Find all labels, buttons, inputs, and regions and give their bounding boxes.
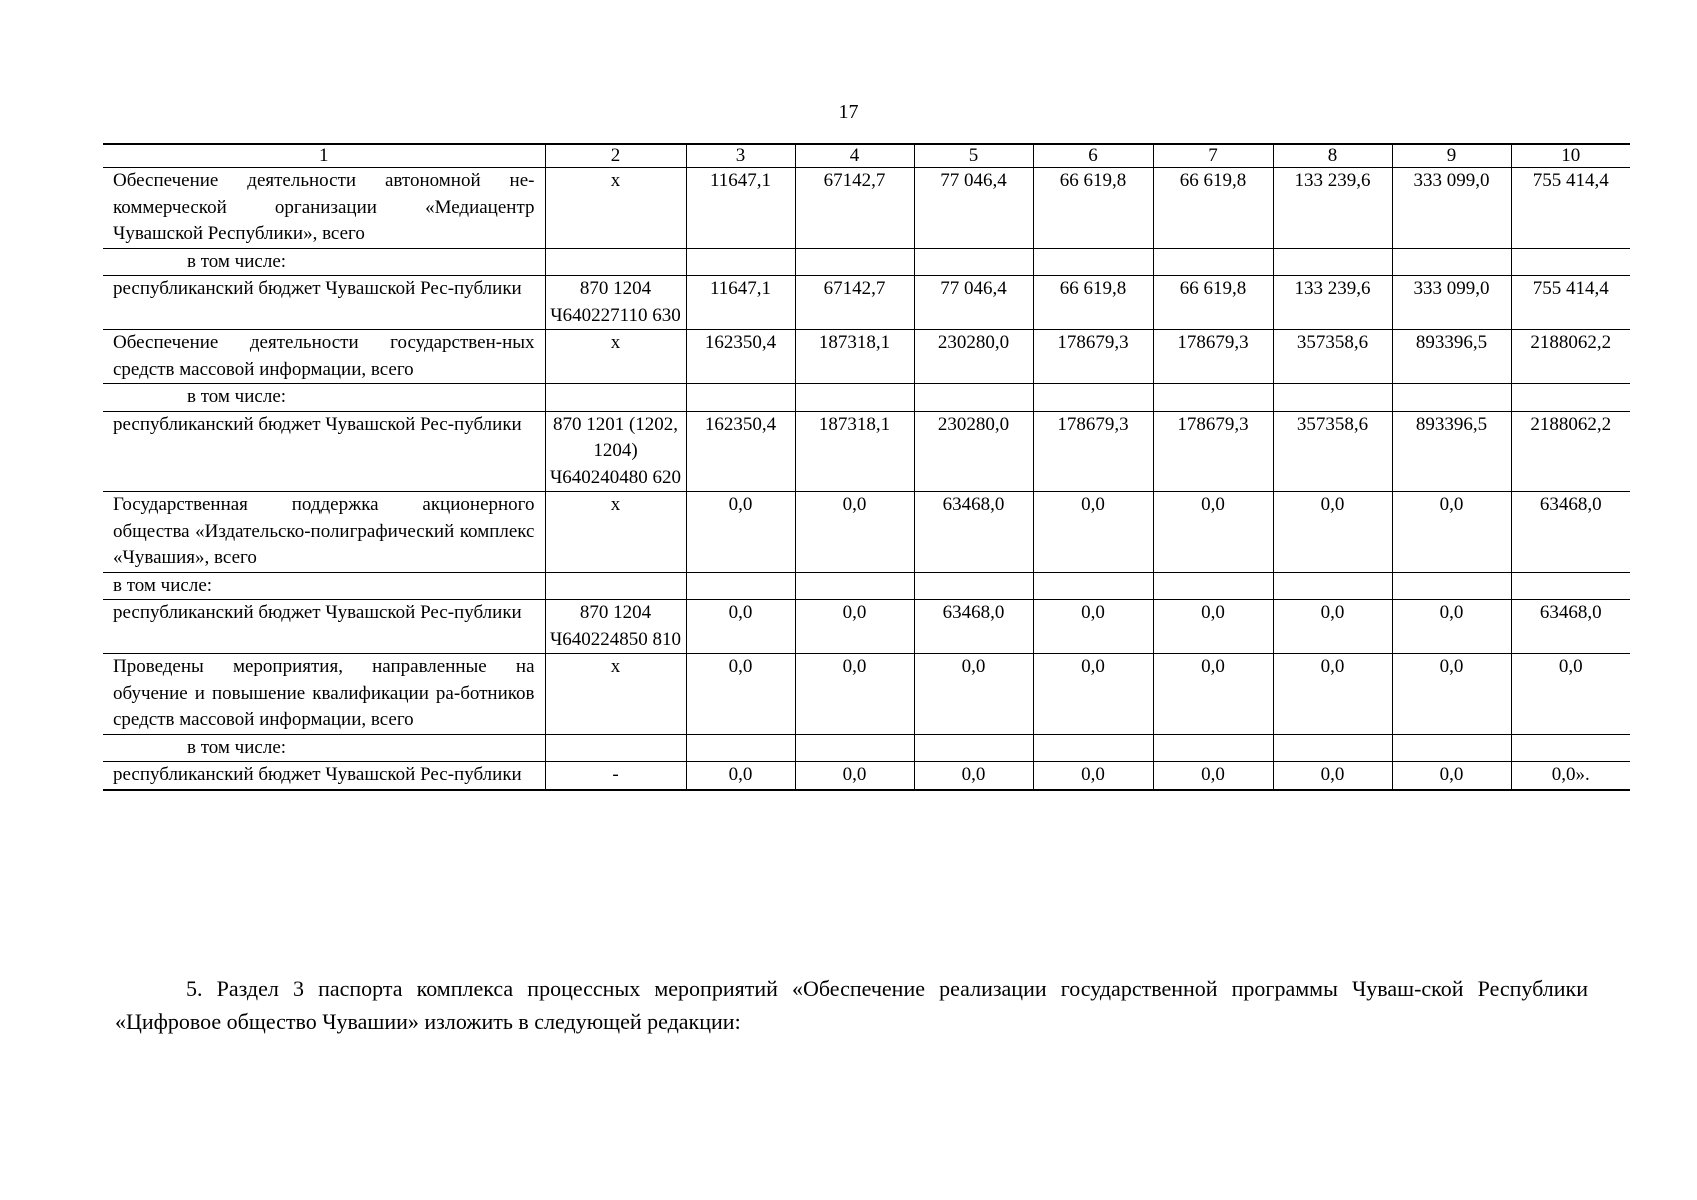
value-cell [914,384,1033,412]
value-cell [1153,734,1273,762]
value-cell: 0,0 [1273,600,1392,654]
value-cell: 333 099,0 [1392,168,1511,249]
budget-code: x [545,168,686,249]
value-cell [686,384,795,412]
value-cell [914,734,1033,762]
value-cell: 0,0 [795,654,914,735]
row-description: республиканский бюджет Чувашской Рес-публики [103,600,545,654]
value-cell: 0,0 [1273,762,1392,790]
value-cell: 0,0 [1273,492,1392,573]
value-cell [1392,384,1511,412]
value-cell [1273,248,1392,276]
value-cell: 187318,1 [795,411,914,492]
value-cell: 66 619,8 [1033,276,1153,330]
value-cell: 0,0». [1511,762,1630,790]
row-description: республиканский бюджет Чувашской Рес-публики [103,411,545,492]
value-cell: 63468,0 [914,492,1033,573]
value-cell [914,248,1033,276]
column-header: 6 [1033,144,1153,168]
column-header: 5 [914,144,1033,168]
column-header: 3 [686,144,795,168]
budget-code: x [545,330,686,384]
value-cell [1033,248,1153,276]
value-cell: 162350,4 [686,330,795,384]
value-cell: 0,0 [1033,600,1153,654]
budget-code [545,734,686,762]
budget-code: - [545,762,686,790]
value-cell: 11647,1 [686,168,795,249]
value-cell [1273,734,1392,762]
table-row [103,734,1630,762]
budget-code: 870 1201 (1202, 1204) Ч640240480 620 [545,411,686,492]
value-cell [1511,572,1630,600]
value-cell [686,572,795,600]
budget-code [545,248,686,276]
value-cell: 0,0 [795,600,914,654]
value-cell [1392,734,1511,762]
value-cell: 63468,0 [914,600,1033,654]
value-cell [795,384,914,412]
value-cell [1511,734,1630,762]
budget-code [545,572,686,600]
row-description: республиканский бюджет Чувашской Рес-публики [103,762,545,790]
table-row [103,248,1630,276]
value-cell: 67142,7 [795,168,914,249]
value-cell [1392,248,1511,276]
value-cell: 2188062,2 [1511,411,1630,492]
page-number: 17 [838,101,859,123]
value-cell: 0,0 [1392,654,1511,735]
value-cell: 0,0 [1153,762,1273,790]
value-cell: 0,0 [686,492,795,573]
column-header: 8 [1273,144,1392,168]
column-header: 9 [1392,144,1511,168]
value-cell: 0,0 [1153,654,1273,735]
value-cell: 133 239,6 [1273,276,1392,330]
value-cell: 357358,6 [1273,411,1392,492]
value-cell: 77 046,4 [914,276,1033,330]
value-cell: 0,0 [686,654,795,735]
table-row [103,384,1630,412]
value-cell: 0,0 [1273,654,1392,735]
column-header: 1 [103,144,545,168]
column-header: 7 [1153,144,1273,168]
table-row [103,411,1630,492]
table-row [103,330,1630,384]
table-row [103,654,1630,735]
value-cell: 0,0 [1392,492,1511,573]
value-cell [1511,384,1630,412]
value-cell [1273,384,1392,412]
table-row [103,600,1630,654]
table-header-row [103,144,1630,168]
value-cell: 63468,0 [1511,600,1630,654]
value-cell: 230280,0 [914,411,1033,492]
column-header: 2 [545,144,686,168]
row-description: Обеспечение деятельности государствен-ных средств массовой информации, всего [103,330,545,384]
value-cell [1033,384,1153,412]
row-subheading: в том числе: [103,734,545,762]
column-header: 4 [795,144,914,168]
value-cell: 178679,3 [1033,411,1153,492]
value-cell [686,734,795,762]
value-cell: 77 046,4 [914,168,1033,249]
value-cell: 0,0 [1153,492,1273,573]
row-subheading: в том числе: [103,248,545,276]
table-row [103,762,1630,790]
value-cell: 178679,3 [1153,411,1273,492]
column-header: 10 [1511,144,1630,168]
value-cell [795,248,914,276]
table-row [103,572,1630,600]
value-cell: 67142,7 [795,276,914,330]
value-cell: 63468,0 [1511,492,1630,573]
value-cell [1033,734,1153,762]
value-cell: 0,0 [1153,600,1273,654]
value-cell: 133 239,6 [1273,168,1392,249]
row-description: Обеспечение деятельности автономной не-коммерческой организации «Медиацентр Чувашской Республики», всего [103,168,545,249]
row-description: республиканский бюджет Чувашской Рес-публики [103,276,545,330]
value-cell: 0,0 [795,762,914,790]
value-cell [795,572,914,600]
value-cell [686,248,795,276]
value-cell: 0,0 [686,600,795,654]
value-cell: 66 619,8 [1153,276,1273,330]
value-cell: 0,0 [1033,762,1153,790]
budget-code: 870 1204 Ч640227110 630 [545,276,686,330]
value-cell: 333 099,0 [1392,276,1511,330]
value-cell: 187318,1 [795,330,914,384]
value-cell [1153,384,1273,412]
value-cell: 162350,4 [686,411,795,492]
value-cell [1392,572,1511,600]
value-cell: 0,0 [1033,492,1153,573]
value-cell [914,572,1033,600]
budget-code: x [545,654,686,735]
value-cell: 0,0 [914,654,1033,735]
budget-table [103,143,1630,791]
table-row [103,168,1630,249]
value-cell [1153,248,1273,276]
value-cell: 0,0 [1392,762,1511,790]
value-cell: 2188062,2 [1511,330,1630,384]
value-cell: 893396,5 [1392,411,1511,492]
value-cell: 755 414,4 [1511,168,1630,249]
budget-code: 870 1204 Ч640224850 810 [545,600,686,654]
row-description: Государственная поддержка акционерного общества «Издательско-полиграфический комплекс «Чувашия», всего [103,492,545,573]
value-cell: 0,0 [914,762,1033,790]
value-cell [1511,248,1630,276]
budget-code: x [545,492,686,573]
value-cell: 0,0 [795,492,914,573]
budget-code [545,384,686,412]
value-cell: 66 619,8 [1033,168,1153,249]
row-subheading: в том числе: [103,572,545,600]
row-subheading: в том числе: [103,384,545,412]
row-description: Проведены мероприятия, направленные на обучение и повышение квалификации ра-ботников средств массовой информации, всего [103,654,545,735]
table-row [103,276,1630,330]
value-cell [795,734,914,762]
closing-paragraph: 5. Раздел 3 паспорта комплекса процессных мероприятий «Обеспечение реализации государственной программы Чуваш-ской Республики «Цифровое общество Чувашии» изложить в следующей редакции: [115,976,1588,1034]
value-cell: 0,0 [1392,600,1511,654]
value-cell: 178679,3 [1033,330,1153,384]
value-cell: 66 619,8 [1153,168,1273,249]
value-cell: 0,0 [686,762,795,790]
value-cell [1153,572,1273,600]
table-row [103,492,1630,573]
value-cell [1033,572,1153,600]
value-cell: 11647,1 [686,276,795,330]
value-cell: 0,0 [1033,654,1153,735]
value-cell [1273,572,1392,600]
value-cell: 755 414,4 [1511,276,1630,330]
value-cell: 357358,6 [1273,330,1392,384]
value-cell: 178679,3 [1153,330,1273,384]
value-cell: 893396,5 [1392,330,1511,384]
value-cell: 0,0 [1511,654,1630,735]
value-cell: 230280,0 [914,330,1033,384]
